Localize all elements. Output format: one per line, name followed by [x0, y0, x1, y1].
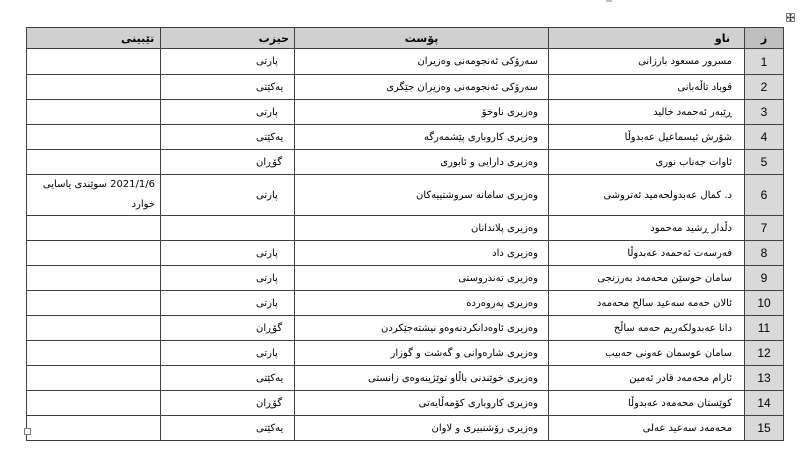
row-name: دڵدار ڕشید مەحمود [549, 216, 745, 241]
row-name: قوباد تاڵەبانی [549, 75, 745, 100]
row-number: 15 [745, 416, 784, 441]
row-number: 3 [745, 100, 784, 125]
table-row [27, 291, 784, 316]
row-number: 14 [745, 391, 784, 416]
row-note [27, 100, 161, 125]
row-post: وەزیری رۆشنبیری و لاوان [295, 416, 549, 441]
row-number: 5 [745, 150, 784, 175]
header-note: تێبینی [27, 28, 161, 49]
table-header-row [27, 28, 784, 49]
row-party: پارتی [161, 49, 295, 75]
row-note [27, 75, 161, 100]
row-post: سەرۆکی ئەنجومەنی وەزیران جێگری [295, 75, 549, 100]
row-name: کوێستان محەمەد عەبدوڵا [549, 391, 745, 416]
row-post: سەرۆکی ئەنجومەنی وەزیران [295, 49, 549, 75]
row-post: وەزیری دارایی و ئابوری [295, 150, 549, 175]
row-name: دانا عەبدولکەریم حەمە ساڵح [549, 316, 745, 341]
row-note [27, 341, 161, 366]
row-post: وەزیری خوێندنی باڵاو توێژینەوەی زانستی [295, 366, 549, 391]
table-row [27, 100, 784, 125]
row-post: وەزیری ئاوەدانکردنەوەو نیشتەجێکردن [295, 316, 549, 341]
row-number: 6 [745, 175, 784, 216]
row-post: وەزیری پلاندانان [295, 216, 549, 241]
row-party [161, 216, 295, 241]
ministers-table [26, 27, 784, 441]
row-name: ئاوات جەناب نوری [549, 150, 745, 175]
row-number: 4 [745, 125, 784, 150]
row-party: یەکێتی [161, 75, 295, 100]
row-post: وەزیری کاروباری کۆمەڵایەتی [295, 391, 549, 416]
row-party: پارتی [161, 341, 295, 366]
row-number: 9 [745, 266, 784, 291]
row-number: 8 [745, 241, 784, 266]
row-note [27, 150, 161, 175]
row-post: وەزیری شارەوانی و گەشت و گوزار [295, 341, 549, 366]
row-note [27, 49, 161, 75]
table-row [27, 266, 784, 291]
header-post: پۆست [295, 28, 549, 49]
row-note: 2021/1/6 سوێندی یاسایی خوارد [27, 175, 161, 216]
table-row [27, 216, 784, 241]
table-row [27, 366, 784, 391]
row-party: یەکێتی [161, 416, 295, 441]
row-post: وەزیری سامانە سروشتییەکان [295, 175, 549, 216]
table-row [27, 150, 784, 175]
row-name: د. کمال عەبدولحەمید ئەتروشی [549, 175, 745, 216]
row-number: 2 [745, 75, 784, 100]
row-name: ڕێبەر ئەحمەد خالید [549, 100, 745, 125]
row-party: گۆڕان [161, 391, 295, 416]
row-number: 12 [745, 341, 784, 366]
row-number: 10 [745, 291, 784, 316]
row-name: سامان عوسمان عەونی حەبیب [549, 341, 745, 366]
row-number: 13 [745, 366, 784, 391]
table-row [27, 391, 784, 416]
row-post: وەزیری تەندروستی [295, 266, 549, 291]
row-note [27, 216, 161, 241]
row-name: سامان حوسێن محەمەد بەرزنجی [549, 266, 745, 291]
row-party: گۆڕان [161, 316, 295, 341]
row-number: 11 [745, 316, 784, 341]
row-note [27, 391, 161, 416]
row-name: ئارام محەمەد قادر ئەمین [549, 366, 745, 391]
row-note [27, 416, 161, 441]
header-num: ز [745, 28, 784, 49]
row-name: فەرسەت ئەحمەد عەبدوڵا [549, 241, 745, 266]
row-party: پارتی [161, 241, 295, 266]
row-party: یەکێتی [161, 125, 295, 150]
table-row [27, 75, 784, 100]
table-row [27, 49, 784, 75]
row-post: وەزیری کاروباری پێشمەرگە [295, 125, 549, 150]
table-row [27, 241, 784, 266]
row-post: وەزیری پەروەردە [295, 291, 549, 316]
table-row [27, 125, 784, 150]
row-party: گۆڕان [161, 150, 295, 175]
row-note [27, 291, 161, 316]
row-party: پارتی [161, 175, 295, 216]
table-row [27, 416, 784, 441]
row-note [27, 241, 161, 266]
table-row [27, 316, 784, 341]
row-party: پارتی [161, 100, 295, 125]
row-post: وەزیری ناوخۆ [295, 100, 549, 125]
table-move-handle-icon[interactable] [786, 13, 795, 22]
row-name: مسرور مسعود بارزانی [549, 49, 745, 75]
table-row [27, 175, 784, 216]
row-name: شۆرش ئیسماعیل عەبدوڵا [549, 125, 745, 150]
top-dash [606, 0, 612, 2]
row-note [27, 316, 161, 341]
row-note [27, 266, 161, 291]
row-name: محەمەد سەعید عەلی [549, 416, 745, 441]
row-party: یەکێتی [161, 366, 295, 391]
row-number: 1 [745, 49, 784, 75]
row-post: وەزیری داد [295, 241, 549, 266]
row-party: پارتی [161, 266, 295, 291]
table-row [27, 341, 784, 366]
header-party: حیزب [161, 28, 295, 49]
row-name: ئالان حەمە سەعید سالح محەمەد [549, 291, 745, 316]
row-note [27, 366, 161, 391]
row-number: 7 [745, 216, 784, 241]
header-name: ناو [549, 28, 745, 49]
row-party: پارتی [161, 291, 295, 316]
table-resize-handle[interactable] [24, 428, 31, 435]
row-note [27, 125, 161, 150]
